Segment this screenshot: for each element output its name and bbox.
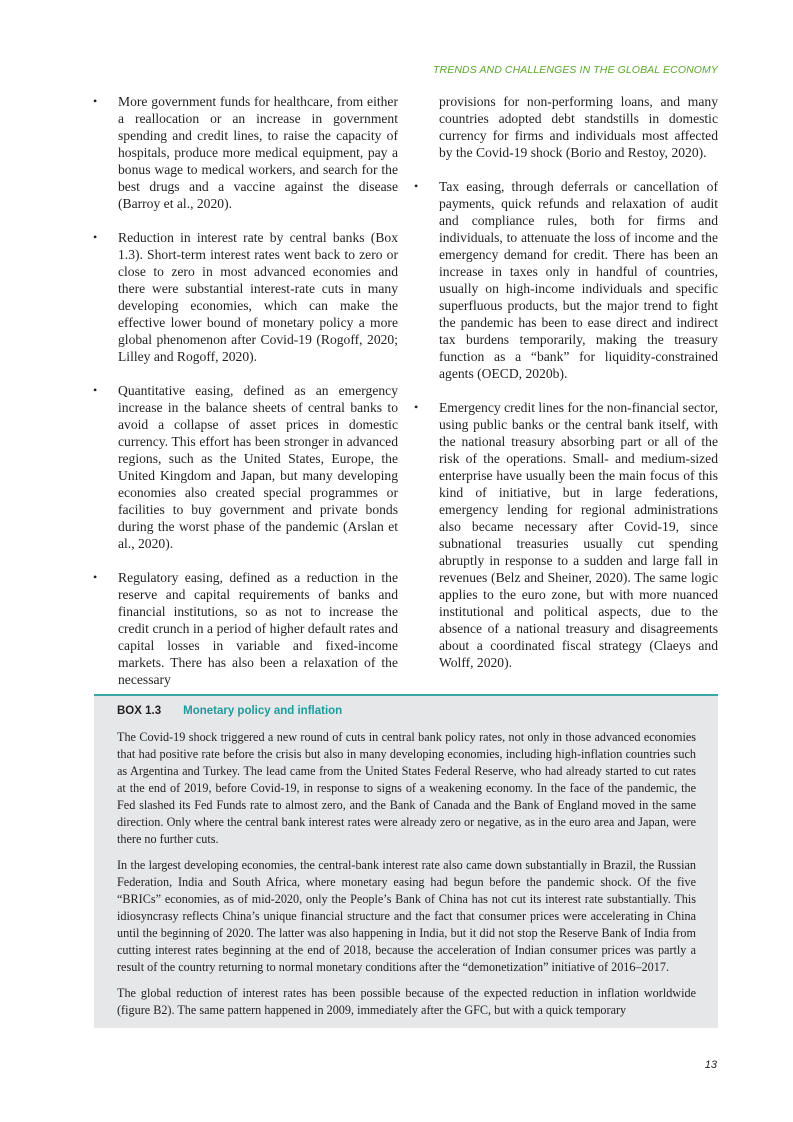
box-paragraph: In the largest developing economies, the central-bank interest rate also came down substantially in Brazil, the Russian Federation, India and South Africa, where monetary easing had begun before the pandemic shock. Of the five “BRICs” economies, as of mid-2020, only the People’s Bank of China has not cut its interest rate substantially. This idiosyncrasy reflects China’s unique financial structure and the fact that consumer prices were accelerating in China until the beginning of 2020. The latter was also happening in India, but it did not stop the Reserve Bank of India from cutting interest rates beginning at the end of 2018, because the acceleration of Indian consumer prices was partly a result of the country returning to normal monetary conditions after the “demonetization” initiative of 2016–2017. [117, 858, 696, 974]
bullet-icon: • [93, 230, 98, 244]
left-column [93, 93, 398, 705]
list-item [93, 229, 398, 365]
list-item [93, 569, 398, 688]
bullet-icon: • [414, 400, 419, 414]
box-title: Monetary policy and inflation [183, 705, 343, 717]
list-item-text: Emergency credit lines for the non-financial sector, using public banks or the central bank itself, with the national treasury absorbing part or all of the risk of the operations. Small- and medium-sized enterprise have usually been the main focus of this kind of initiative, but in large federations, emergency lending for regional administrations also became necessary after Covid-19, since subnational treasuries usually cut spending abruptly in response to a sudden and large fall in revenues (Belz and Sheiner, 2020). The same logic applies to the euro zone, but with more nuanced institutional and political aspects, due to the absence of a national treasury and disagreements about a coordinated fiscal strategy (Claeys and Wolff, 2020). [439, 400, 718, 670]
box-paragraph: The Covid-19 shock triggered a new round of cuts in central bank policy rates, not only in those advanced economies that had positive rate before the crisis but also in many developing economies, including high-inflation countries such as Argentina and Turkey. The lead came from the United States Federal Reserve, who had already started to cut rates at the end of 2019, before Covid-19, in response to signs of a weakening economy. In the face of the pandemic, the Fed slashed its Fed Funds rate to almost zero, and the Bank of Canada and the Bank of England moved in the same direction. Only where the central bank interest rates were already zero or negative, as in the euro area and Japan, were there no further cuts. [117, 730, 696, 846]
box-body [117, 729, 696, 1028]
list-item [93, 93, 398, 212]
box-heading [117, 705, 342, 717]
info-box [94, 694, 718, 1028]
list-item [414, 399, 718, 671]
right-column [414, 93, 718, 688]
list-item-text: Regulatory easing, defined as a reduction in the reserve and capital requirements of banks and financial institutions, so as not to increase the credit crunch in a period of higher default rates and capital losses in variable and fixed-income markets. There has also been a relaxation of the necessary [118, 570, 398, 687]
running-header: TRENDS AND CHALLENGES IN THE GLOBAL ECONOMY [433, 64, 718, 76]
list-item-text: More government funds for healthcare, from either a reallocation or an increase in government spending and credit lines, to raise the capacity of hospitals, produce more medical equipment, pay a bonus wage to medical workers, and search for the best drugs and a vaccine against the disease (Barroy et al., 2020). [118, 94, 398, 211]
continuation-text: provisions for non-performing loans, and many countries adopted debt standstills in domestic currency for firms and individuals most affected by the Covid-19 shock (Borio and Restoy, 2020). [439, 94, 718, 160]
list-item-text: Quantitative easing, defined as an emergency increase in the balance sheets of central banks to avoid a collapse of asset prices in domestic currency. This effort has been stronger in advanced regions, such as the United States, Europe, the United Kingdom and Japan, but many developing economies also created special programmes or facilities to buy government and private bonds during the worst phase of the pandemic (Arslan et al., 2020). [118, 383, 398, 551]
box-label: BOX 1.3 [117, 705, 162, 717]
bullet-icon: • [93, 383, 98, 397]
bullet-icon: • [93, 94, 98, 108]
list-item-text: Reduction in interest rate by central banks (Box 1.3). Short-term interest rates went back to zero or close to zero in most advanced economies and there were substantial interest-rate cuts in many developing economies, which can make the effective lower bound of monetary policy a more global phenomenon after Covid-19 (Rogoff, 2020; Lilley and Rogoff, 2020). [118, 230, 398, 364]
list-item [414, 178, 718, 382]
bullet-icon: • [93, 570, 98, 584]
list-item-text: Tax easing, through deferrals or cancellation of payments, quick refunds and relaxation of audit and compliance rules, both for firms and individuals, to attenuate the loss of income and the emergency demand for credit. There has been an increase in taxes only in handful of countries, usually on high-income individuals and specific superfluous products, but the major trend to fight the pandemic has been to ease direct and indirect tax burdens temporarily, making the treasury function as a “bank” for liquidity-constrained agents (OECD, 2020b). [439, 179, 718, 381]
box-paragraph: The global reduction of interest rates has been possible because of the expected reduction in inflation worldwide (figure B2). The same pattern happened in 2009, immediately after the GFC, but with a quick temporary [117, 986, 696, 1017]
bullet-icon: • [414, 179, 419, 193]
page-number: 13 [704, 1059, 717, 1071]
list-item [93, 382, 398, 552]
